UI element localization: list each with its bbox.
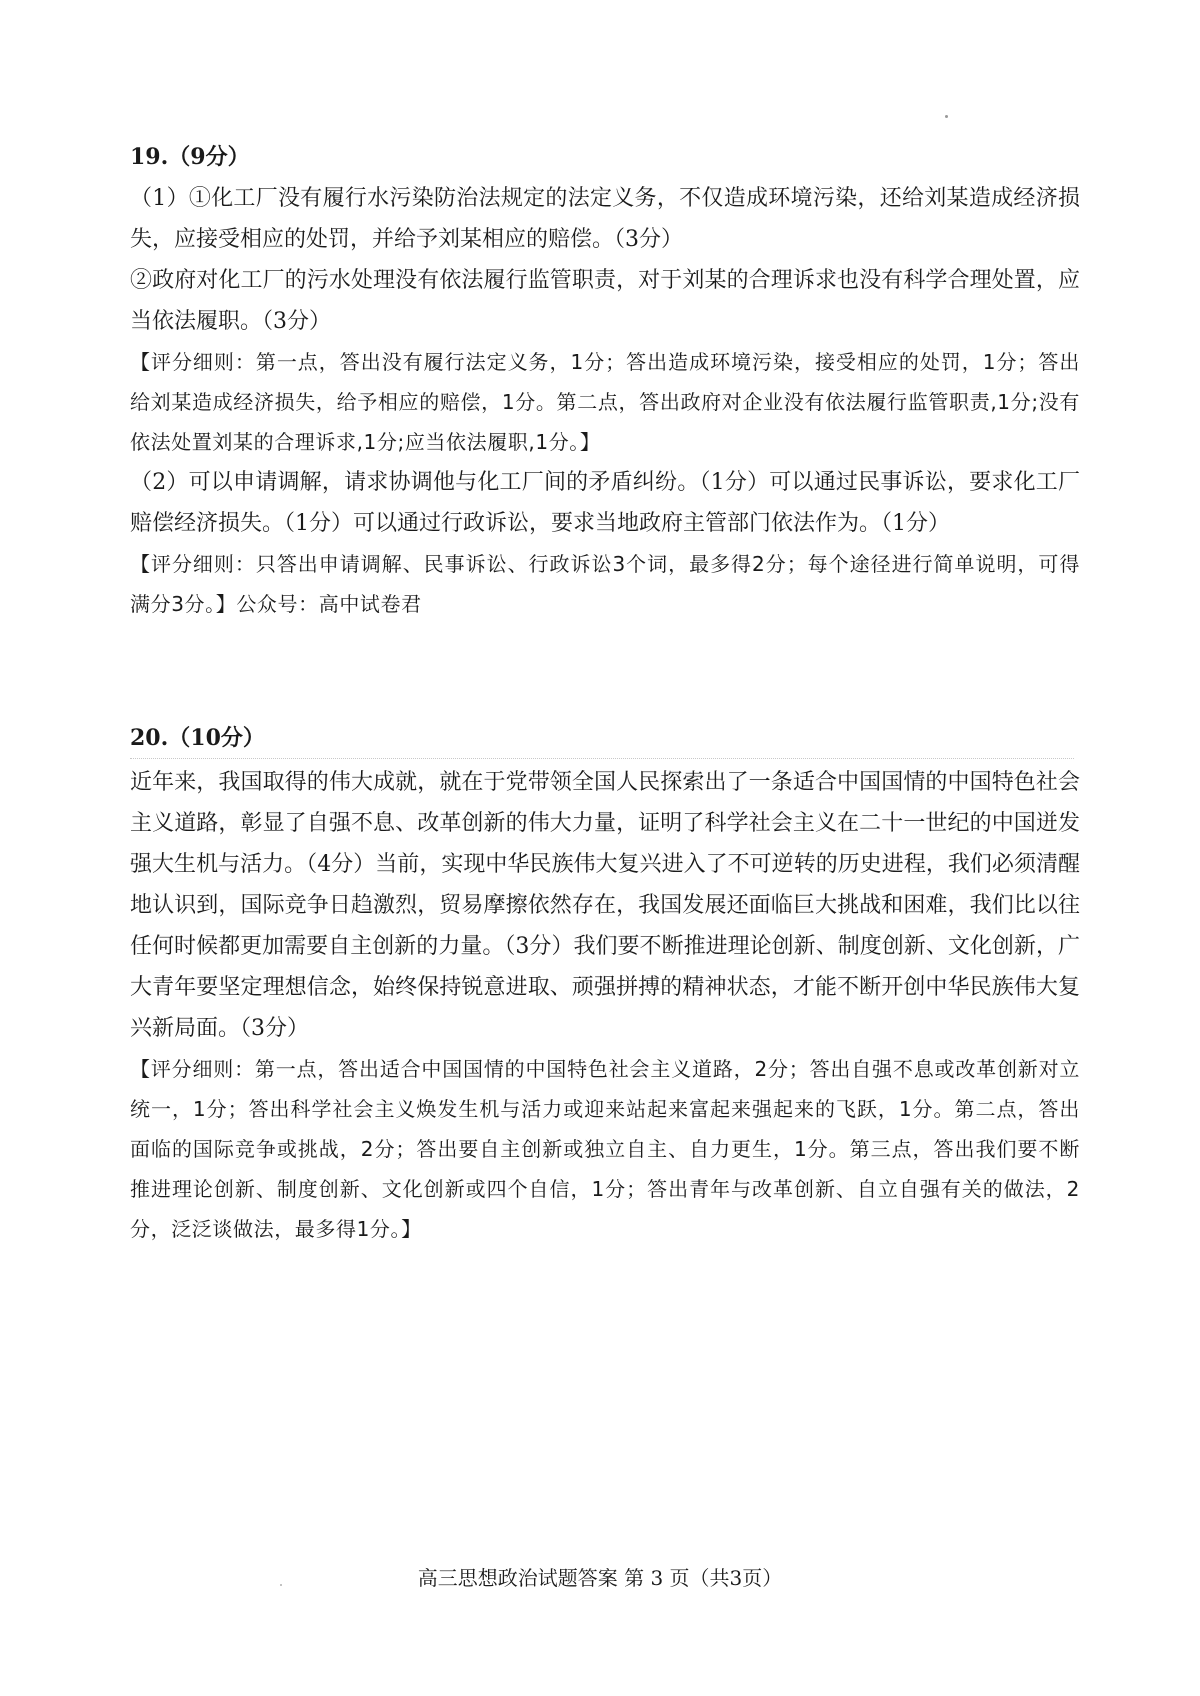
q19-part2-rubric: 【评分细则：只答出申请调解、民事诉讼、行政诉讼3个词，最多得2分；每个途径进行简单说明，可得满分3分。】公众号：高中试卷君	[130, 552, 1080, 616]
question-19-answer	[130, 178, 1080, 624]
q19-part1-point2: ②政府对化工厂的污水处理没有依法履行监管职责，对于刘某的合理诉求也没有科学合理处置，应当依法履职。（3分）	[130, 268, 1080, 334]
question-20-answer	[130, 762, 1080, 1249]
page-footer: 高三思想政治试题答案 第 3 页（共3页）	[417, 1566, 783, 1590]
question-20-heading: 20.（10分）	[130, 725, 265, 751]
scan-speck	[945, 115, 948, 118]
q19-part2-answer: （2）可以申请调解，请求协调他与化工厂间的矛盾纠纷。（1分）可以通过民事诉讼，要求化工厂赔偿经济损失。（1分）可以通过行政诉讼，要求当地政府主管部门依法作为。（1分）	[130, 470, 1080, 536]
q20-answer: 近年来，我国取得的伟大成就，就在于党带领全国人民探索出了一条适合中国国情的中国特色社会主义道路，彰显了自强不息、改革创新的伟大力量，证明了科学社会主义在二十一世纪的中国迸发强大生机与活力。（4分）当前，实现中华民族伟大复兴进入了不可逆转的历史进程，我们必须清醒地认识到，国际竞争日趋激烈，贸易摩擦依然存在，我国发展还面临巨大挑战和困难，我们比以往任何时候都更加需要自主创新的力量。（3分）我们要不断推进理论创新、制度创新、文化创新，广大青年要坚定理想信念，始终保持锐意进取、顽强拼搏的精神状态，才能不断开创中华民族伟大复兴新局面。（3分）	[130, 770, 1080, 1041]
q19-part1-rubric: 【评分细则：第一点，答出没有履行法定义务，1分；答出造成环境污染，接受相应的处罚，1分；答出给刘某造成经济损失，给予相应的赔偿，1分。第二点，答出政府对企业没有依法履行监管职责,1分;没有依法处置刘某的合理诉求,1分;应当依法履职,1分。】	[130, 350, 1080, 454]
q19-part1-point1: （1）①化工厂没有履行水污染防治法规定的法定义务，不仅造成环境污染，还给刘某造成经济损失，应接受相应的处罚，并给予刘某相应的赔偿。（3分）	[130, 186, 1080, 252]
q20-rubric: 【评分细则：第一点，答出适合中国国情的中国特色社会主义道路，2分；答出自强不息或改革创新对立统一，1分；答出科学社会主义焕发生机与活力或迎来站起来富起来强起来的飞跃，1分。第二点，答出面临的国际竞争或挑战，2分；答出要自主创新或独立自主、自力更生，1分。第三点，答出我们要不断推进理论创新、制度创新、文化创新或四个自信，1分；答出青年与改革创新、自立自强有关的做法，2分，泛泛谈做法，最多得1分。】	[130, 1057, 1080, 1241]
dotted-divider	[130, 758, 1074, 759]
question-19-heading: 19.（9分）	[130, 144, 250, 170]
